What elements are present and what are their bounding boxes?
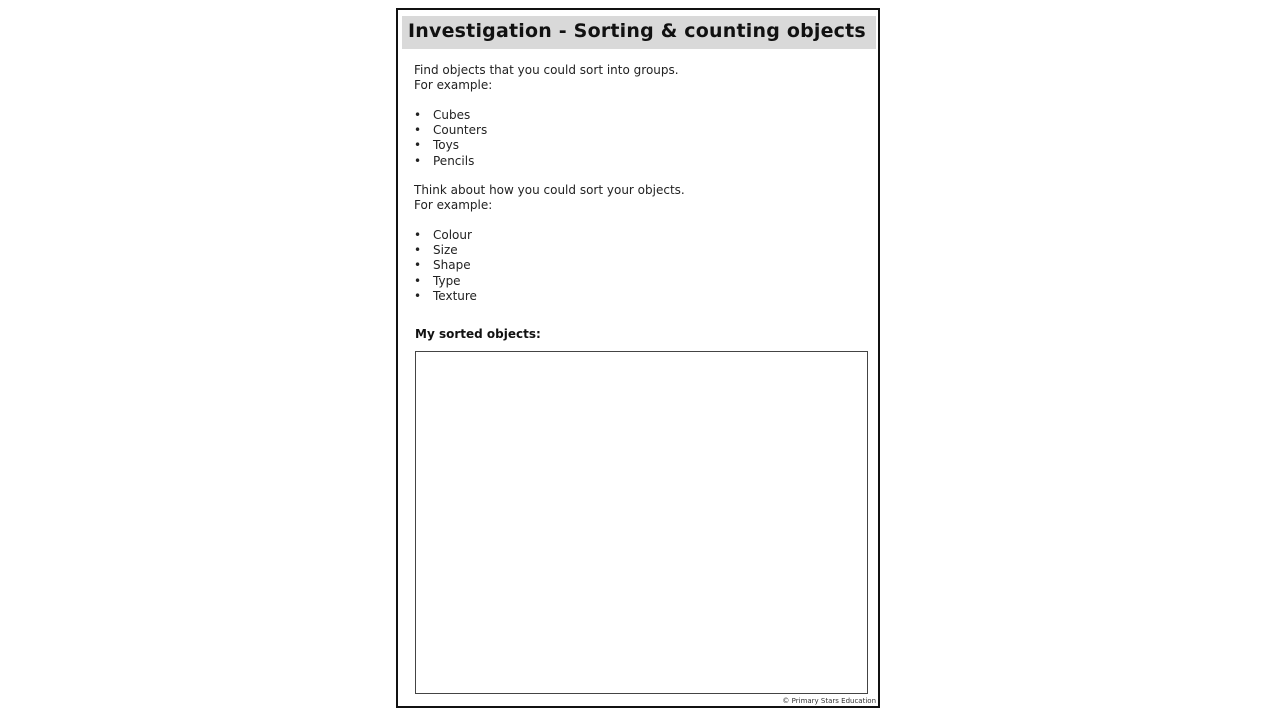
bullet: • — [414, 108, 422, 122]
object-counters: Counters — [433, 123, 488, 138]
criteria-shape: Shape — [433, 258, 471, 273]
bullet: • — [414, 258, 422, 273]
object-toys: Toys — [433, 138, 459, 153]
copyright-notice: © Primary Stars Education — [782, 697, 876, 705]
sort-prompt-text — [414, 183, 685, 213]
sort-prompt-line-1: Think about how you could sort your objects. — [414, 183, 685, 197]
sorted-objects-label: My sorted objects: — [415, 327, 541, 341]
intro-line-2: For example: — [414, 78, 493, 92]
sorted-objects-box — [415, 351, 868, 694]
object-pencils: Pencils — [433, 153, 475, 168]
worksheet-page — [396, 8, 880, 708]
bullet: • — [414, 138, 422, 153]
list-item — [414, 243, 477, 258]
bullet: • — [414, 273, 422, 288]
list-item — [414, 123, 487, 138]
list-item — [414, 274, 477, 289]
bullet: • — [414, 123, 422, 138]
title-bar — [402, 16, 876, 49]
list-item — [414, 289, 477, 304]
criteria-list — [414, 228, 477, 304]
bullet: • — [414, 228, 422, 242]
intro-text — [414, 63, 679, 93]
object-cubes: Cubes — [433, 108, 471, 122]
intro-line-1: Find objects that you could sort into groups. — [414, 63, 679, 77]
list-item — [414, 258, 477, 273]
sort-prompt-line-2: For example: — [414, 198, 493, 212]
bullet: • — [414, 288, 422, 303]
worksheet-title: Investigation - Sorting & counting objects — [408, 20, 866, 42]
bullet: • — [414, 153, 422, 168]
criteria-colour: Colour — [433, 228, 472, 242]
criteria-size: Size — [433, 243, 458, 258]
criteria-type: Type — [433, 273, 461, 288]
list-item — [414, 154, 487, 169]
bullet: • — [414, 243, 422, 258]
objects-list — [414, 108, 487, 169]
criteria-texture: Texture — [433, 288, 477, 303]
list-item — [414, 138, 487, 153]
list-item — [414, 108, 487, 123]
list-item — [414, 228, 477, 243]
